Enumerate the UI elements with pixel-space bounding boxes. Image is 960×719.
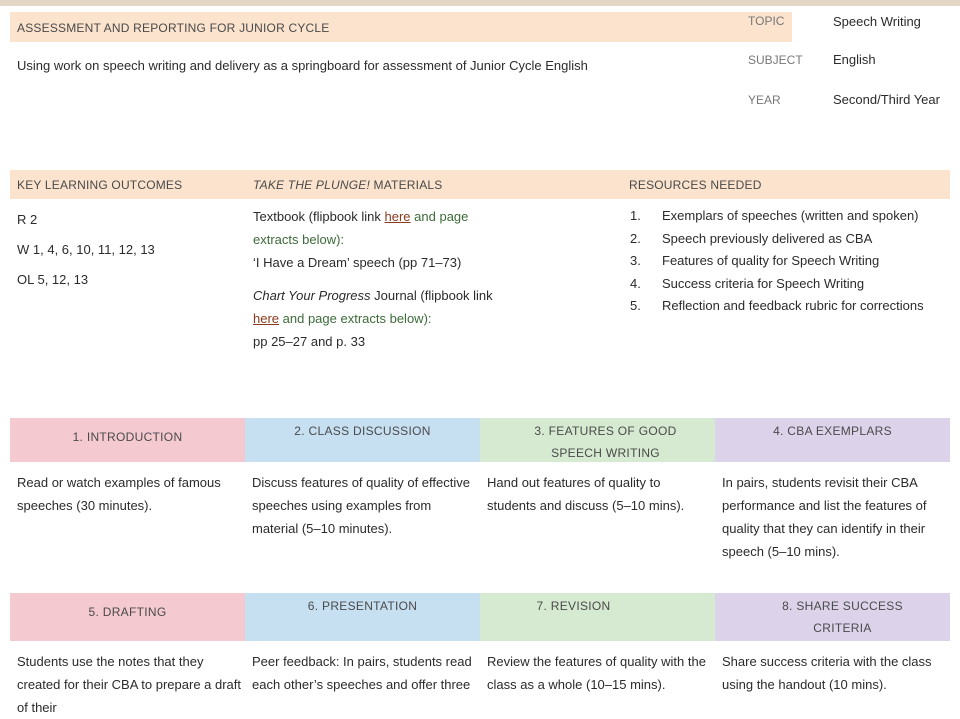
- step-desc-introduction: Read or watch examples of famous speeches (30 minutes).: [17, 475, 221, 513]
- outcomes-list: [17, 205, 155, 295]
- resource-item: [630, 273, 945, 296]
- step-desc-cba-exemplars: In pairs, students revisit their CBA performance and list the features of quality that they can identify in their speech (5–10 mins).: [722, 475, 927, 559]
- step-desc-drafting: Students use the notes that they created for their CBA to prepare a draft of their: [17, 654, 242, 715]
- step-header-features: 3. FEATURES OF GOOD SPEECH WRITING: [480, 418, 715, 462]
- resource-item: [630, 228, 945, 251]
- step-header-revision: 7. REVISION: [480, 593, 715, 641]
- resource-number: 5.: [630, 298, 641, 313]
- textbook-extracts: extracts below):: [253, 232, 345, 247]
- subject-value: English: [833, 52, 876, 67]
- document-description: Using work on speech writing and delivery as a springboard for assessment of Junior Cycle English: [17, 58, 588, 73]
- resources-heading: RESOURCES NEEDED: [629, 178, 762, 192]
- textbook-line: [253, 205, 613, 228]
- resource-text: Reflection and feedback rubric for corrections: [662, 298, 924, 313]
- topic-value: Speech Writing: [833, 14, 921, 29]
- resource-text: Features of quality for Speech Writing: [662, 253, 880, 268]
- step-desc-class-discussion: Discuss features of quality of effective speeches using examples from material (5–10 minutes).: [252, 475, 470, 536]
- step-header-cba-exemplars: 4. CBA EXEMPLARS: [715, 418, 950, 462]
- step-desc-revision: Review the features of quality with the class as a whole (10–15 mins).: [487, 654, 706, 692]
- resource-number: 4.: [630, 275, 641, 291]
- step-header-introduction: 1. INTRODUCTION: [10, 418, 245, 462]
- resource-item: [630, 205, 945, 228]
- topic-label: TOPIC: [748, 14, 785, 28]
- textbook-link[interactable]: here: [384, 209, 411, 224]
- resource-text: Exemplars of speeches (written and spoken): [662, 208, 919, 223]
- year-value: Second/Third Year: [833, 92, 940, 107]
- outcome-line: OL 5, 12, 13: [17, 272, 89, 287]
- step-desc-features: Hand out features of quality to students and discuss (5–10 mins).: [487, 475, 685, 513]
- resource-item: [630, 295, 945, 318]
- resource-text: Success criteria for Speech Writing: [662, 275, 865, 291]
- resource-number: 1.: [630, 208, 641, 223]
- resources-list: [630, 205, 945, 318]
- journal-text-b: and page extracts below):: [279, 311, 432, 326]
- step-header-share-success: 8. SHARE SUCCESS CRITERIA: [715, 593, 950, 641]
- journal-title: Chart Your Progress: [253, 288, 371, 303]
- materials-block: [253, 205, 613, 353]
- top-edge-bar: [0, 0, 960, 6]
- resource-number: 2.: [630, 230, 641, 246]
- resource-text: Speech previously delivered as CBA: [662, 230, 873, 246]
- materials-heading-rest: MATERIALS: [370, 178, 443, 192]
- journal-line-2: [253, 307, 613, 330]
- journal-line: [253, 284, 613, 307]
- textbook-text: Textbook (flipbook link: [253, 209, 385, 224]
- speech-reference: ‘I Have a Dream’ speech (pp 71–73): [253, 255, 462, 270]
- document-title: ASSESSMENT AND REPORTING FOR JUNIOR CYCLE: [17, 21, 330, 35]
- step-header-presentation: 6. PRESENTATION: [245, 593, 480, 641]
- journal-link[interactable]: here: [253, 311, 280, 326]
- step-desc-share-success: Share success criteria with the class using the handout (10 mins).: [722, 654, 932, 692]
- outcomes-heading: KEY LEARNING OUTCOMES: [17, 178, 183, 192]
- outcome-line: W 1, 4, 6, 10, 11, 12, 13: [17, 242, 155, 257]
- step-header-class-discussion: 2. CLASS DISCUSSION: [245, 418, 480, 462]
- resource-number: 3.: [630, 253, 641, 268]
- subject-label: SUBJECT: [748, 53, 803, 67]
- step-desc-presentation: Peer feedback: In pairs, students read each other’s speeches and offer three: [252, 654, 472, 692]
- materials-heading-brand: TAKE THE PLUNGE!: [253, 178, 371, 192]
- materials-heading: [253, 178, 442, 192]
- journal-text: Journal (flipbook link: [370, 288, 493, 303]
- journal-pages: pp 25–27 and p. 33: [253, 334, 366, 349]
- step-header-drafting: 5. DRAFTING: [10, 593, 245, 641]
- resource-item: [630, 250, 945, 273]
- year-label: YEAR: [748, 93, 781, 107]
- outcome-line: R 2: [17, 212, 38, 227]
- textbook-text-b: and page: [410, 209, 469, 224]
